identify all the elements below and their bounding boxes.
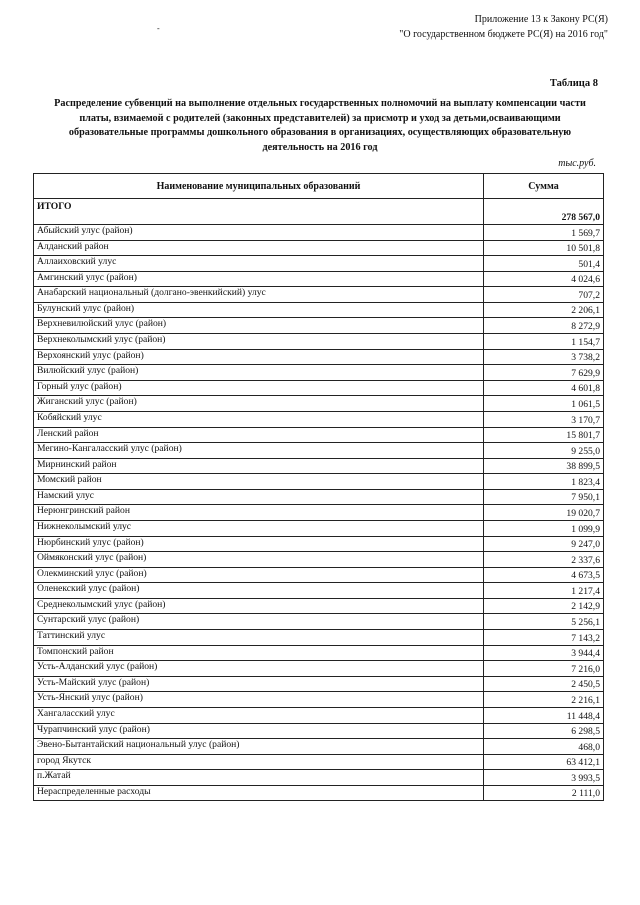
municipality-name: Оленекский улус (район) [34, 583, 484, 599]
municipality-name: Ленский район [34, 427, 484, 443]
municipality-name: Усть-Алданский улус (район) [34, 661, 484, 677]
municipality-name: Абыйский улус (район) [34, 225, 484, 241]
municipality-name: Эвено-Бытантайский национальный улус (район) [34, 739, 484, 755]
table-row [34, 411, 604, 427]
municipality-name: Томпонский район [34, 645, 484, 661]
municipality-name: Верхнеколымский улус (район) [34, 334, 484, 350]
municipality-name: Усть-Майский улус (район) [34, 676, 484, 692]
municipality-name: Булунский улус (район) [34, 302, 484, 318]
table-row [34, 443, 604, 459]
table-row [34, 614, 604, 630]
amount-value: 4 601,8 [484, 380, 604, 396]
amount-value: 9 255,0 [484, 443, 604, 459]
municipality-name: Чурапчинский улус (район) [34, 723, 484, 739]
appendix-reference [399, 12, 608, 42]
amount-value: 4 024,6 [484, 271, 604, 287]
municipality-name: Верхоянский улус (район) [34, 349, 484, 365]
amount-value: 3 944,4 [484, 645, 604, 661]
amount-value: 1 099,9 [484, 520, 604, 536]
table-row [34, 739, 604, 755]
table-body [34, 225, 604, 801]
table-row [34, 754, 604, 770]
table-row [34, 505, 604, 521]
table-row [34, 318, 604, 334]
amount-value: 38 899,5 [484, 458, 604, 474]
municipality-name: Алданский район [34, 240, 484, 256]
table-row [34, 380, 604, 396]
amount-value: 19 020,7 [484, 505, 604, 521]
appendix-line-1: Приложение 13 к Закону РС(Я) [474, 14, 608, 25]
table-row [34, 552, 604, 568]
table-row [34, 536, 604, 552]
municipality-name: Таттинский улус [34, 630, 484, 646]
amount-value: 8 272,9 [484, 318, 604, 334]
table-row [34, 645, 604, 661]
column-header-sum: Сумма [484, 174, 604, 199]
amount-value: 7 950,1 [484, 489, 604, 505]
amount-value: 4 673,5 [484, 567, 604, 583]
amount-value: 7 143,2 [484, 630, 604, 646]
table-row [34, 583, 604, 599]
amount-value: 2 111,0 [484, 785, 604, 801]
table-row [34, 661, 604, 677]
total-row [34, 199, 604, 225]
municipality-name: город Якутск [34, 754, 484, 770]
table-row [34, 271, 604, 287]
amount-value: 2 216,1 [484, 692, 604, 708]
municipality-name: Аллаиховский улус [34, 256, 484, 272]
table-header-row [34, 174, 604, 199]
subsidy-table [33, 173, 604, 801]
municipality-name: Жиганский улус (район) [34, 396, 484, 412]
table-row [34, 785, 604, 801]
municipality-name: Нюрбинский улус (район) [34, 536, 484, 552]
amount-value: 1 569,7 [484, 225, 604, 241]
unit-label: тыс.руб. [558, 158, 596, 169]
table-row [34, 396, 604, 412]
municipality-name: Амгинский улус (район) [34, 271, 484, 287]
table-row [34, 349, 604, 365]
table-row [34, 598, 604, 614]
municipality-name: Момский район [34, 474, 484, 490]
column-header-name: Наименование муниципальных образований [34, 174, 484, 199]
table-row [34, 723, 604, 739]
amount-value: 468,0 [484, 739, 604, 755]
municipality-name: Олекминский улус (район) [34, 567, 484, 583]
amount-value: 10 501,8 [484, 240, 604, 256]
amount-value: 2 142,9 [484, 598, 604, 614]
municipality-name: Горный улус (район) [34, 380, 484, 396]
municipality-name: Хангаласский улус [34, 707, 484, 723]
document-title: Распределение субвенций на выполнение отдельных государственных полномочий на выплату компенсации части платы, взимаемой с родителей (законных представителей) за присмотр и уход за детьми,осваивающими образовательные программы дошкольного образования в организациях, осуществляющих образовательную деятельность на 2016 год [54, 98, 586, 153]
amount-value: 63 412,1 [484, 754, 604, 770]
table-row [34, 520, 604, 536]
table-row [34, 334, 604, 350]
table-row [34, 287, 604, 303]
municipality-name: Нерюнгринский район [34, 505, 484, 521]
table-row [34, 676, 604, 692]
amount-value: 1 823,4 [484, 474, 604, 490]
municipality-name: Мирнинский район [34, 458, 484, 474]
table-row [34, 427, 604, 443]
appendix-line-2: "О государственном бюджете РС(Я) на 2016 год" [399, 29, 608, 40]
table-row [34, 692, 604, 708]
municipality-name: Вилюйский улус (район) [34, 365, 484, 381]
amount-value: 3 993,5 [484, 770, 604, 786]
table-row [34, 302, 604, 318]
amount-value: 9 247,0 [484, 536, 604, 552]
amount-value: 707,2 [484, 287, 604, 303]
municipality-name: Среднеколымский улус (район) [34, 598, 484, 614]
municipality-name: Оймяконский улус (район) [34, 552, 484, 568]
table-row [34, 256, 604, 272]
municipality-name: Верхневилюйский улус (район) [34, 318, 484, 334]
table-row [34, 707, 604, 723]
amount-value: 5 256,1 [484, 614, 604, 630]
table-row [34, 770, 604, 786]
scan-dash-mark: - [157, 24, 160, 33]
municipality-name: Кобяйский улус [34, 411, 484, 427]
table-row [34, 458, 604, 474]
amount-value: 2 206,1 [484, 302, 604, 318]
table-row [34, 567, 604, 583]
municipality-name: Анабарский национальный (долгано-эвенкийский) улус [34, 287, 484, 303]
amount-value: 7 216,0 [484, 661, 604, 677]
total-label: ИТОГО [34, 199, 484, 225]
table-number-label: Таблица 8 [549, 78, 598, 89]
total-value: 278 567,0 [484, 199, 604, 225]
amount-value: 15 801,7 [484, 427, 604, 443]
amount-value: 2 450,5 [484, 676, 604, 692]
municipality-name: Усть-Янский улус (район) [34, 692, 484, 708]
amount-value: 11 448,4 [484, 707, 604, 723]
table-row [34, 630, 604, 646]
amount-value: 3 170,7 [484, 411, 604, 427]
municipality-name: п.Жатай [34, 770, 484, 786]
municipality-name: Мегино-Кангаласский улус (район) [34, 443, 484, 459]
amount-value: 3 738,2 [484, 349, 604, 365]
amount-value: 501,4 [484, 256, 604, 272]
amount-value: 6 298,5 [484, 723, 604, 739]
municipality-name: Намский улус [34, 489, 484, 505]
amount-value: 1 061,5 [484, 396, 604, 412]
table-row [34, 225, 604, 241]
amount-value: 7 629,9 [484, 365, 604, 381]
table-row [34, 240, 604, 256]
municipality-name: Нижнеколымский улус [34, 520, 484, 536]
amount-value: 1 217,4 [484, 583, 604, 599]
table-row [34, 365, 604, 381]
municipality-name: Сунтарский улус (район) [34, 614, 484, 630]
municipality-name: Нераспределенные расходы [34, 785, 484, 801]
amount-value: 1 154,7 [484, 334, 604, 350]
table-row [34, 474, 604, 490]
amount-value: 2 337,6 [484, 552, 604, 568]
table-row [34, 489, 604, 505]
